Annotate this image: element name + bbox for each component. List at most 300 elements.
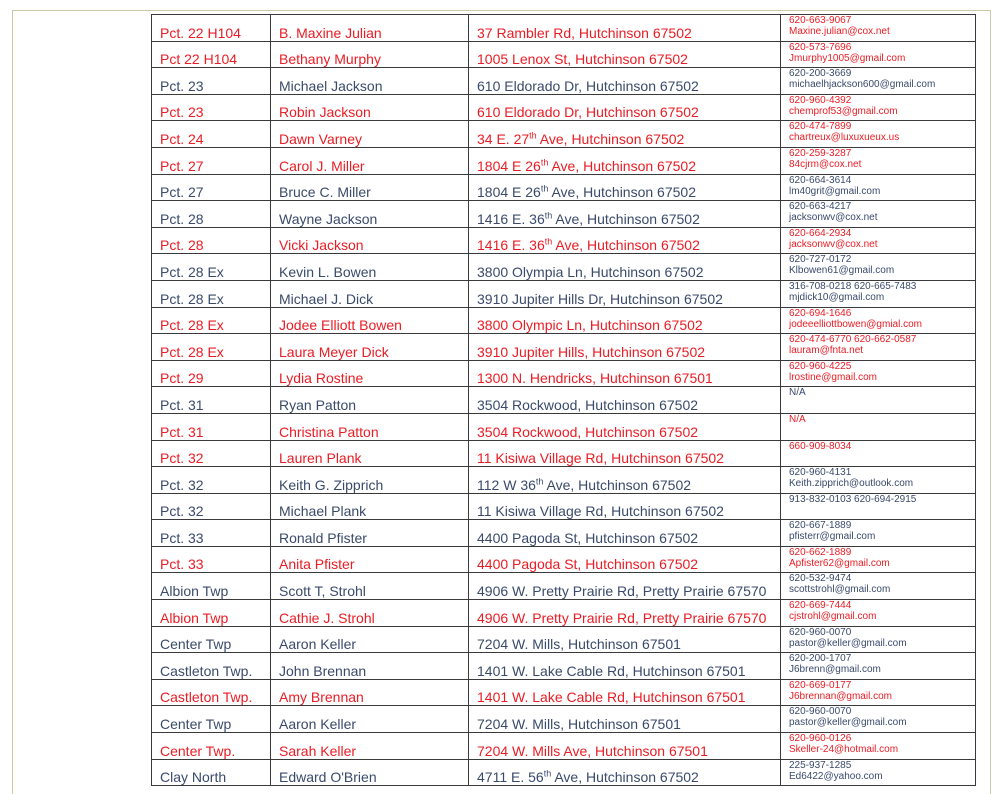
street-address: 3800 Olympia Ln, Hutchinson 67502 (477, 263, 704, 280)
email-address: J6brennan@gmail.com (789, 690, 892, 702)
address-cell (469, 679, 781, 706)
address-cell (469, 413, 781, 440)
precinct-cell (152, 387, 271, 414)
email-address: Maxine.julian@cox.net (789, 26, 890, 37)
address-cell (469, 759, 781, 786)
contact-cell (781, 413, 976, 440)
phone-number: 620-960-4131 (789, 467, 852, 479)
precinct-cell (152, 493, 271, 520)
street-address-rest: Ave, Hutchinson 67502 (548, 157, 696, 174)
precinct-text: Pct. 27 (160, 157, 204, 174)
address-cell (469, 546, 781, 573)
address-cell (469, 573, 781, 600)
name-cell (271, 280, 469, 307)
name-cell (271, 147, 469, 174)
street-address: 7204 W. Mills, Hutchinson 67501 (477, 636, 681, 653)
phone-number: 620-663-9067 (789, 15, 852, 26)
street-address: 4400 Pagoda St, Hutchinson 67502 (477, 556, 699, 573)
precinct-text: Pct. 31 (160, 396, 204, 413)
contact-cell (781, 440, 976, 467)
person-name: Amy Brennan (279, 689, 364, 706)
street-address-rest: Ave, Hutchinson 67502 (543, 476, 692, 493)
ordinal-suffix: th (543, 768, 552, 779)
table-row (152, 733, 976, 760)
contact-cell (781, 15, 976, 42)
name-cell (271, 413, 469, 440)
contact-cell (781, 706, 976, 733)
precinct-cell (152, 254, 271, 281)
address-cell (469, 174, 781, 201)
contact-cell (781, 174, 976, 201)
contact-cell (781, 653, 976, 680)
person-name: Christina Patton (279, 423, 379, 440)
precinct-cell (152, 706, 271, 733)
contact-cell (781, 387, 976, 414)
phone-number: 620-669-0177 (789, 679, 852, 691)
precinct-cell (152, 759, 271, 786)
email-address: cjstrohl@gmail.com (789, 611, 877, 623)
person-name: Anita Pfister (279, 556, 355, 573)
address-cell (469, 121, 781, 148)
person-name: Michael Jackson (279, 77, 383, 94)
address-cell (469, 520, 781, 547)
precinct-cell (152, 174, 271, 201)
precinct-text: Pct. 28 Ex (160, 290, 224, 307)
name-cell (271, 201, 469, 228)
name-cell (271, 307, 469, 334)
phone-number: 620-474-6770 620-662-0587 (789, 334, 917, 346)
name-cell (271, 360, 469, 387)
phone-number: 620-960-0070 (789, 626, 852, 638)
name-cell (271, 387, 469, 414)
precinct-text: Center Twp (160, 636, 232, 653)
street-address: 1804 E 26 (477, 184, 541, 201)
contact-cell (781, 546, 976, 573)
person-name: Michael Plank (279, 503, 367, 520)
person-name: Aaron Keller (279, 716, 357, 733)
address-cell (469, 15, 781, 42)
ordinal-suffix: th (540, 183, 549, 194)
contact-cell (781, 227, 976, 254)
email-address: J6brenn@gmail.com (789, 664, 881, 676)
precinct-text: Pct. 23 (160, 104, 204, 121)
contact-cell (781, 334, 976, 361)
person-name: Lauren Plank (279, 450, 362, 467)
street-address-rest: Ave, Hutchinson 67502 (536, 130, 685, 147)
street-address: 37 Rambler Rd, Hutchinson 67502 (477, 24, 692, 41)
street-address: 112 W 36 (477, 476, 536, 493)
precinct-cell (152, 626, 271, 653)
name-cell (271, 174, 469, 201)
precinct-text: Pct. 29 (160, 370, 204, 387)
name-cell (271, 520, 469, 547)
phone-number: 620-200-1707 (789, 653, 852, 665)
email-address: Keith.zipprich@outlook.com (789, 478, 914, 490)
phone-number: 316-708-0218 620-665-7483 (789, 280, 917, 292)
person-name: Ronald Pfister (279, 529, 367, 546)
address-cell (469, 307, 781, 334)
precinct-cell (152, 41, 271, 68)
address-cell (469, 360, 781, 387)
person-name: B. Maxine Julian (279, 24, 382, 41)
phone-number: 620-960-4392 (789, 94, 852, 106)
street-address: 7204 W. Mills, Hutchinson 67501 (477, 716, 681, 733)
email-address: Skeller-24@hotmail.com (789, 744, 899, 756)
address-cell (469, 254, 781, 281)
precinct-cell (152, 653, 271, 680)
street-address: 1804 E 26 (477, 157, 541, 174)
table-row (152, 254, 976, 281)
table-row (152, 15, 976, 42)
precinct-cell (152, 573, 271, 600)
street-address: 1416 E. 36 (477, 210, 545, 227)
phone-number: 620-664-2934 (789, 227, 852, 239)
person-name: Kevin L. Bowen (279, 263, 377, 280)
precinct-cell (152, 679, 271, 706)
precinct-text: Pct. 28 Ex (160, 317, 224, 334)
address-cell (469, 147, 781, 174)
ordinal-suffix: th (540, 156, 549, 167)
contact-cell (781, 600, 976, 627)
street-address: 1401 W. Lake Cable Rd, Hutchinson 67501 (477, 662, 746, 679)
person-name: Scott T, Strohl (279, 583, 366, 600)
precinct-cell (152, 546, 271, 573)
precinct-cell (152, 68, 271, 95)
contact-cell (781, 360, 976, 387)
phone-number: 620-200-3669 (789, 68, 852, 80)
street-address: 3910 Jupiter Hills, Hutchinson 67502 (477, 343, 706, 360)
address-cell (469, 68, 781, 95)
street-address: 610 Eldorado Dr, Hutchinson 67502 (477, 104, 699, 121)
address-cell (469, 733, 781, 760)
address-cell (469, 280, 781, 307)
phone-number: 620-662-1889 (789, 546, 852, 558)
email-address: lm40grit@gmail.com (789, 185, 881, 197)
table-row (152, 68, 976, 95)
precinct-text: Pct. 33 (160, 556, 204, 573)
street-address: 1005 Lenox St, Hutchinson 67502 (477, 51, 688, 68)
precinct-cell (152, 520, 271, 547)
address-cell (469, 227, 781, 254)
precinct-text: Pct. 32 (160, 503, 204, 520)
phone-number: 620-532-9474 (789, 573, 852, 585)
name-cell (271, 254, 469, 281)
email-address: jodeeelliottbowen@gmial.com (789, 318, 922, 330)
phone-number: 620-960-0070 (789, 706, 852, 718)
name-cell (271, 546, 469, 573)
precinct-cell (152, 413, 271, 440)
precinct-cell (152, 147, 271, 174)
email-address: scottstrohl@gmail.com (789, 584, 891, 596)
street-address: 11 Kisiwa Village Rd, Hutchinson 67502 (477, 503, 724, 520)
precinct-text: Pct. 28 Ex (160, 343, 224, 360)
street-address: 4906 W. Pretty Prairie Rd, Pretty Prairie 67570 (477, 609, 767, 626)
table-row (152, 94, 976, 121)
precinct-text: Pct. 27 (160, 184, 204, 201)
contact-cell (781, 201, 976, 228)
phone-number: 620-669-7444 (789, 600, 852, 612)
name-cell (271, 94, 469, 121)
person-name: Robin Jackson (279, 104, 371, 121)
email-address: 84cjrm@cox.net (789, 158, 862, 170)
phone-number: 620-667-1889 (789, 520, 852, 532)
email-address: chartreux@luxuxueux.us (789, 132, 900, 144)
phone-number: 620-960-4225 (789, 360, 852, 372)
street-address: 4711 E. 56 (477, 769, 544, 786)
person-name: Sarah Keller (279, 742, 357, 759)
address-cell (469, 653, 781, 680)
ordinal-suffix: th (529, 130, 537, 141)
table-row (152, 467, 976, 494)
table-row (152, 174, 976, 201)
precinct-cell (152, 121, 271, 148)
name-cell (271, 334, 469, 361)
table-row (152, 227, 976, 254)
address-cell (469, 706, 781, 733)
precinct-cell (152, 201, 271, 228)
street-address: 7204 W. Mills Ave, Hutchinson 67501 (477, 742, 708, 759)
table-row (152, 387, 976, 414)
street-address-rest: Ave, Hutchinson 67502 (548, 184, 696, 201)
precinct-cell (152, 733, 271, 760)
contact-cell (781, 41, 976, 68)
street-address: 1401 W. Lake Cable Rd, Hutchinson 67501 (477, 689, 746, 706)
table-row (152, 121, 976, 148)
street-address: 1300 N. Hendricks, Hutchinson 67501 (477, 370, 713, 387)
roster-body (152, 15, 976, 786)
name-cell (271, 493, 469, 520)
street-address: 34 E. 27 (477, 130, 530, 147)
table-row (152, 653, 976, 680)
precinct-cell (152, 94, 271, 121)
name-cell (271, 679, 469, 706)
contact-cell (781, 68, 976, 95)
precinct-text: Albion Twp (160, 609, 229, 626)
precinct-text: Clay North (160, 769, 227, 786)
table-row (152, 493, 976, 520)
address-cell (469, 94, 781, 121)
name-cell (271, 573, 469, 600)
street-address: 3504 Rockwood, Hutchinson 67502 (477, 423, 699, 440)
email-address: pfisterr@gmail.com (789, 531, 876, 543)
table-row (152, 546, 976, 573)
table-row (152, 706, 976, 733)
phone-number: N/A (789, 387, 806, 399)
street-address-rest: Ave, Hutchinson 67502 (551, 769, 699, 786)
email-address: Jmurphy1005@gmail.com (789, 52, 906, 64)
table-row (152, 600, 976, 627)
phone-number: 620-474-7899 (789, 121, 852, 133)
contact-cell (781, 759, 976, 786)
name-cell (271, 733, 469, 760)
person-name: Jodee Elliott Bowen (279, 317, 402, 334)
contact-cell (781, 679, 976, 706)
precinct-cell (152, 15, 271, 42)
precinct-cell (152, 600, 271, 627)
person-name: Vicki Jackson (279, 237, 364, 254)
phone-number: 620-259-3287 (789, 147, 852, 159)
contact-cell (781, 520, 976, 547)
table-row (152, 201, 976, 228)
table-row (152, 147, 976, 174)
name-cell (271, 653, 469, 680)
precinct-text: Pct 22 H104 (160, 51, 238, 68)
contact-cell (781, 147, 976, 174)
name-cell (271, 68, 469, 95)
precinct-text: Castleton Twp. (160, 689, 253, 706)
table-row (152, 280, 976, 307)
table-row (152, 334, 976, 361)
precinct-text: Pct. 32 (160, 450, 204, 467)
table-row (152, 360, 976, 387)
phone-number: 620-694-1646 (789, 307, 852, 319)
person-name: Carol J. Miller (279, 157, 365, 174)
precinct-cell (152, 307, 271, 334)
contact-cell (781, 94, 976, 121)
person-name: John Brennan (279, 662, 367, 679)
contact-cell (781, 307, 976, 334)
precinct-cell (152, 360, 271, 387)
name-cell (271, 121, 469, 148)
person-name: Wayne Jackson (279, 210, 378, 227)
table-row (152, 440, 976, 467)
name-cell (271, 440, 469, 467)
precinct-text: Pct. 23 (160, 77, 204, 94)
phone-number: 620-663-4217 (789, 201, 852, 213)
address-cell (469, 387, 781, 414)
person-name: Cathie J. Strohl (279, 609, 375, 626)
person-name: Bethany Murphy (279, 51, 381, 68)
address-cell (469, 201, 781, 228)
address-cell (469, 600, 781, 627)
phone-number: N/A (789, 413, 806, 425)
person-name: Michael J. Dick (279, 290, 374, 307)
person-name: Dawn Varney (279, 130, 363, 147)
email-address: Apfister62@gmail.com (789, 557, 890, 569)
street-address: 3504 Rockwood, Hutchinson 67502 (477, 396, 699, 413)
precinct-text: Center Twp. (160, 742, 236, 759)
email-address: pastor@keller@gmail.com (789, 717, 907, 729)
phone-number: 620-960-0126 (789, 733, 852, 745)
ordinal-suffix: th (544, 210, 553, 221)
street-address: 610 Eldorado Dr, Hutchinson 67502 (477, 77, 699, 94)
phone-number: 620-664-3614 (789, 174, 852, 186)
person-name: Laura Meyer Dick (279, 343, 389, 360)
street-address: 3800 Olympic Ln, Hutchinson 67502 (477, 317, 703, 334)
precinct-text: Pct. 24 (160, 130, 204, 147)
precinct-text: Pct. 32 (160, 476, 204, 493)
email-address: chemprof53@gmail.com (789, 105, 898, 117)
phone-number: 225-937-1285 (789, 759, 852, 771)
email-address: jacksonwv@cox.net (789, 212, 878, 224)
address-cell (469, 626, 781, 653)
street-address: 1416 E. 36 (477, 237, 545, 254)
phone-number: 660-909-8034 (789, 440, 852, 452)
person-name: Aaron Keller (279, 636, 357, 653)
address-cell (469, 493, 781, 520)
contact-cell (781, 626, 976, 653)
table-row (152, 413, 976, 440)
name-cell (271, 706, 469, 733)
phone-number: 620-573-7696 (789, 41, 852, 53)
precinct-cell (152, 334, 271, 361)
ordinal-suffix: th (535, 476, 544, 487)
email-address: michaelhjackson600@gmail.com (789, 79, 936, 91)
name-cell (271, 227, 469, 254)
person-name: Lydia Rostine (279, 370, 364, 387)
contact-cell (781, 280, 976, 307)
precinct-cell (152, 227, 271, 254)
street-address-rest: Ave, Hutchinson 67502 (552, 237, 700, 254)
roster-table (151, 14, 976, 786)
table-row (152, 41, 976, 68)
address-cell (469, 440, 781, 467)
precinct-cell (152, 467, 271, 494)
street-address: 4400 Pagoda St, Hutchinson 67502 (477, 529, 699, 546)
precinct-text: Center Twp (160, 716, 232, 733)
email-address: lauram@fnta.net (789, 345, 864, 357)
name-cell (271, 467, 469, 494)
person-name: Ryan Patton (279, 396, 357, 413)
contact-cell (781, 733, 976, 760)
address-cell (469, 467, 781, 494)
precinct-text: Pct. 28 (160, 210, 204, 227)
precinct-text: Castleton Twp. (160, 662, 253, 679)
contact-cell (781, 467, 976, 494)
email-address: Ed6422@yahoo.com (789, 770, 883, 782)
email-address: lrostine@gmail.com (789, 371, 877, 383)
precinct-text: Albion Twp (160, 583, 229, 600)
street-address: 11 Kisiwa Village Rd, Hutchinson 67502 (477, 450, 724, 467)
precinct-text: Pct. 22 H104 (160, 24, 241, 41)
contact-cell (781, 121, 976, 148)
precinct-text: Pct. 28 Ex (160, 263, 224, 280)
table-row (152, 759, 976, 786)
email-address: jacksonwv@cox.net (789, 238, 878, 250)
phone-number: 620-727-0172 (789, 254, 852, 266)
precinct-cell (152, 440, 271, 467)
table-row (152, 307, 976, 334)
person-name: Keith G. Zipprich (279, 476, 384, 493)
street-address: 3910 Jupiter Hills Dr, Hutchinson 67502 (477, 290, 723, 307)
name-cell (271, 626, 469, 653)
name-cell (271, 600, 469, 627)
email-address: mjdick10@gmail.com (789, 291, 885, 303)
table-row (152, 520, 976, 547)
address-cell (469, 41, 781, 68)
email-address: Klbowen61@gmail.com (789, 265, 895, 277)
person-name: Bruce C. Miller (279, 184, 371, 201)
table-row (152, 679, 976, 706)
contact-cell (781, 573, 976, 600)
precinct-text: Pct. 31 (160, 423, 204, 440)
contact-cell (781, 493, 976, 520)
phone-number: 913-832-0103 620-694-2915 (789, 493, 917, 505)
email-address: pastor@keller@gmail.com (789, 637, 907, 649)
name-cell (271, 759, 469, 786)
name-cell (271, 41, 469, 68)
person-name: Edward O'Brien (279, 769, 377, 786)
precinct-cell (152, 280, 271, 307)
address-cell (469, 334, 781, 361)
ordinal-suffix: th (544, 236, 553, 247)
name-cell (271, 15, 469, 42)
contact-cell (781, 254, 976, 281)
table-row (152, 573, 976, 600)
precinct-text: Pct. 28 (160, 237, 204, 254)
table-row (152, 626, 976, 653)
street-address-rest: Ave, Hutchinson 67502 (552, 210, 700, 227)
